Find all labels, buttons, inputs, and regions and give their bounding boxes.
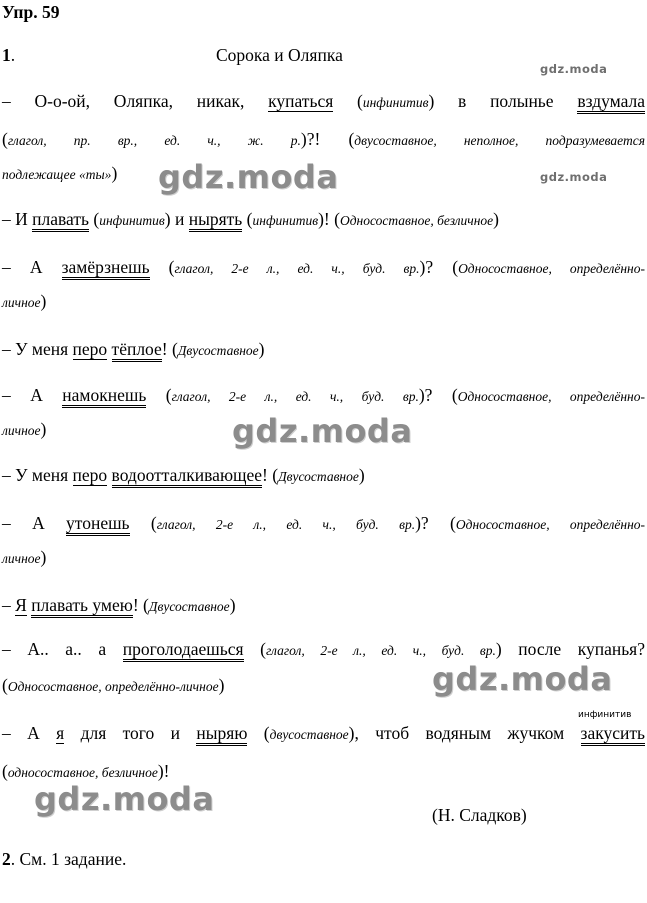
sentence-4: – У меня перо тёплое! (Двусоставное): [2, 338, 264, 362]
task-2: [2, 848, 126, 870]
task-2-number: 2: [2, 849, 11, 869]
task-2-text: . См. 1 задание.: [10, 849, 127, 869]
watermark-small: gdz.moda: [540, 62, 608, 76]
sentence-1-line-2: (глагол, пр. вр., ед. ч., ж. р.)?! (двусоставное, неполное, подразумевается: [2, 129, 645, 149]
sentence-3-line-1: – А замёрзнешь (глагол, 2-е л., ед. ч., буд. вр.)? (Односоставное, определённо-: [2, 256, 645, 280]
infinitive-superscript-note: инфинитив: [578, 710, 632, 720]
watermark-small: gdz.moda: [540, 170, 608, 184]
sentence-5-line-1: – А намокнешь (глагол, 2-е л., ед. ч., буд. вр.)? (Односоставное, определённо-: [2, 384, 645, 408]
sentence-10-line-2: (односоставное, безличное)!: [2, 761, 170, 781]
story-title: Сорока и Оляпка: [216, 45, 343, 65]
exercise-title: Упр. 59: [2, 2, 60, 22]
watermark-large: gdz.moda: [158, 158, 339, 196]
watermark-large: gdz.moda: [432, 660, 613, 698]
sentence-9-line-2: (Односоставное, определённо-личное): [2, 675, 225, 695]
watermark-large: gdz.moda: [34, 780, 215, 818]
sentence-2: – И плавать (инфинитив) и нырять (инфинитив)! (Односоставное, безличное): [2, 208, 499, 232]
sentence-7-line-1: – А утонешь (глагол, 2-е л., ед. ч., буд. вр.)? (Односоставное, определённо-: [2, 512, 645, 536]
sentence-6: – У меня перо водоотталкивающее! (Двусоставное): [2, 464, 365, 488]
sentence-10-line-1: – А я для того и ныряю (двусоставное), чтоб водяным жучком закусить: [2, 722, 645, 746]
sentence-1-line-1: – О-о-ой, Оляпка, никак, купаться (инфинитив) в полынье вздумала: [2, 90, 645, 114]
sentence-5-line-2: личное): [2, 419, 47, 439]
sentence-9-line-1: – А.. а.. а проголодаешься (глагол, 2-е л., ед. ч., буд. вр.) после купанья?: [2, 638, 645, 662]
watermark-large: gdz.moda: [232, 412, 413, 450]
sentence-3-line-2: личное): [2, 291, 47, 311]
sentence-1-line-3: подлежащее «ты»): [2, 163, 118, 183]
author-attribution: (Н. Сладков): [432, 805, 527, 825]
task-1-number: 1.: [2, 45, 16, 65]
sentence-8: – Я плавать умею! (Двусоставное): [2, 594, 236, 618]
sentence-7-line-2: личное): [2, 547, 47, 567]
